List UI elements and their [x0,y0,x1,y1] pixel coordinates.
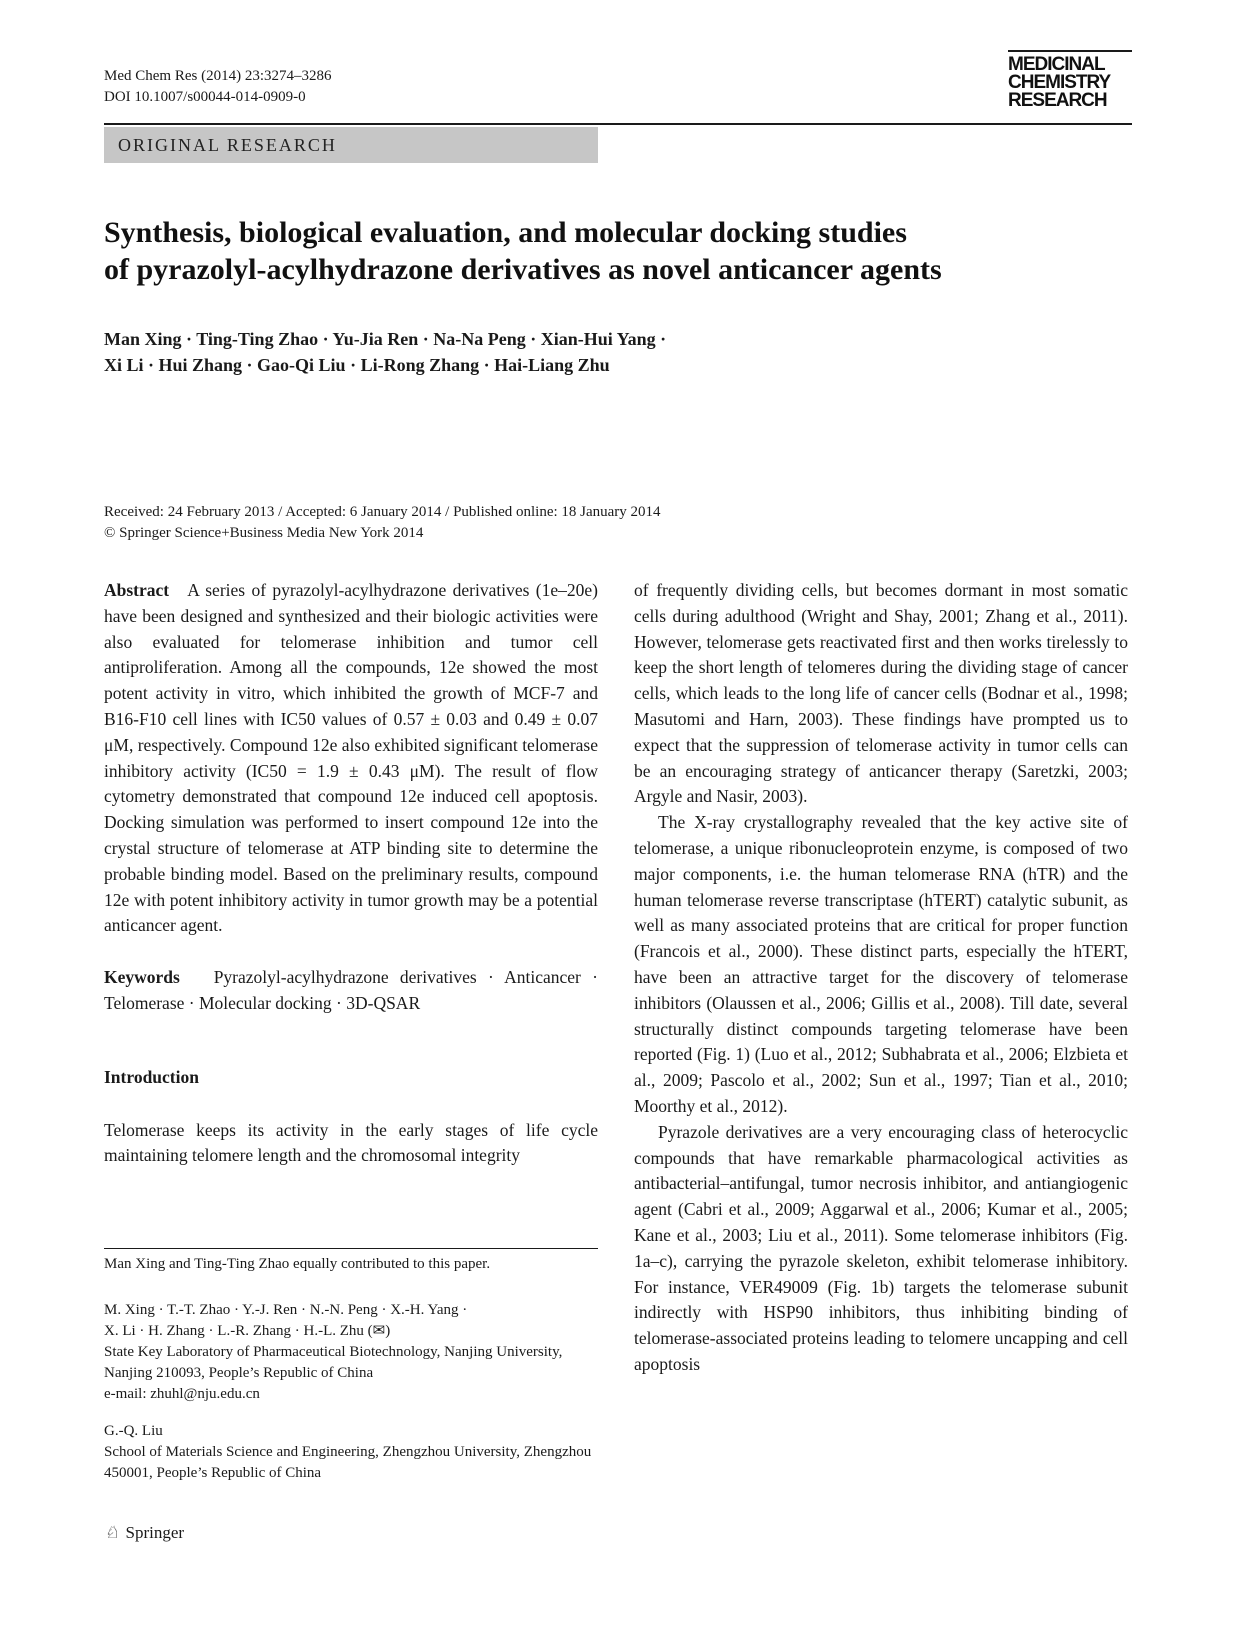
authors-line-2: Xi Li · Hui Zhang · Gao-Qi Liu · Li-Rong Zhang · Hai-Liang Zhu [104,355,610,375]
introduction-paragraph-3: Pyrazole derivatives are a very encouraging class of heterocyclic compounds that have remarkable pharmacological activities as antibacterial–antifungal, tumor necrosis inhibitor, and antiangiogenic agent (Cabri et al., 2009; Aggarwal et al., 2006; Kumar et al., 2005; Kane et al., 2003; Liu et al., 2011). Some telomerase inhibitors (Fig. 1a–c), carrying the pyrazole skeleton, exhibit telomerase inhibitory. For instance, VER49009 (Fig. 1b) targets the telomerase subunit indirectly with HSP90 inhibitors, thus inhibiting binding of telomerase-associated proteins leading to telomere uncapping and cell apoptosis [634,1121,1128,1374]
introduction-heading: Introduction [104,1066,199,1087]
journal-citation-block [104,66,331,108]
logo-line-3: RESEARCH [1008,90,1107,111]
keywords-label: Keywords [104,967,180,988]
publisher-footer [104,1522,184,1544]
affil1-email[interactable]: e-mail: zhuhl@nju.edu.cn [104,1386,260,1402]
logo-line-1: MEDICINAL [1008,54,1105,75]
authors-line-1: Man Xing · Ting-Ting Zhao · Yu-Jia Ren · Na-Na Peng · Xian-Hui Yang · [104,329,667,349]
left-column [104,578,598,1169]
equal-contribution-note: Man Xing and Ting-Ting Zhao equally contributed to this paper. [104,1256,491,1272]
section-label: ORIGINAL RESEARCH [104,127,598,163]
right-column [634,578,1128,1378]
affil1-institution: State Key Laboratory of Pharmaceutical Biotechnology, Nanjing University, Nanjing 210093, People’s Republic of China [104,1344,563,1381]
abstract-paragraph [104,578,598,939]
affil2-name: G.-Q. Liu [104,1423,163,1439]
keywords-text: Pyrazolyl-acylhydrazone derivatives · Anticancer · Telomerase · Molecular docking · 3D-QSAR [104,967,599,1013]
title-line-2: of pyrazolyl-acylhydrazone derivatives as novel anticancer agents [104,253,942,286]
abstract-text: A series of pyrazolyl-acylhydrazone derivatives (1e–20e) have been designed and synthesized and their biologic activities were also evaluated for telomerase inhibition and tumor cell antiproliferation. Among all the compounds, 12e showed the most potent activity in vitro, which inhibited the growth of MCF-7 and B16-F10 cell lines with IC50 values of 0.57 ± 0.03 and 0.49 ± 0.07 μM, respectively. Compound 12e also exhibited significant telomerase inhibitory activity (IC50 = 1.9 ± 0.43 μM). The result of flow cytometry demonstrated that compound 12e induced cell apoptosis. Docking simulation was performed to insert compound 12e into the crystal structure of telomerase at ATP binding site to determine the probable binding model. Based on the preliminary results, compound 12e with potent inhibitory activity in tumor growth may be a potential anticancer agent. [104,580,598,936]
dates-line: Received: 24 February 2013 / Accepted: 6 January 2014 / Published online: 18 January 2014 [104,504,661,520]
publisher-name: Springer [125,1523,185,1542]
introduction-paragraph-1: of frequently dividing cells, but becomes dormant in most somatic cells during adulthood (Wright and Shay, 2001; Zhang et al., 2011). However, telomerase gets reactivated first and then works tirelessly to keep the short length of telomeres during the dividing stage of cancer cells, which leads to the long life of cancer cells (Bodnar et al., 1998; Masutomi and Harn, 2003). These findings have prompted us to expect that the suppression of telomerase activity in tumor cells can be an encouraging strategy of anticancer therapy (Saretzki, 2003; Argyle and Nasir, 2003). [634,580,1128,807]
introduction-paragraph-2: The X-ray crystallography revealed that the key active site of telomerase, a unique ribonucleoprotein enzyme, is composed of two major components, i.e. the human telomerase RNA (hTR) and the human telomerase reverse transcriptase (hTERT) catalytic subunit, as well as many associated proteins that are critical for proper function (Francois et al., 2000). These distinct parts, especially the hTERT, have been an attractive target for the discovery of telomerase inhibitors (Olaussen et al., 2006; Gillis et al., 2008). Till date, several structurally distinct compounds targeting telomerase have been reported (Fig. 1) (Luo et al., 2012; Subhabrata et al., 2006; Elzbieta et al., 2009; Pascolo et al., 2002; Sun et al., 1997; Tian et al., 2010; Moorthy et al., 2012). [634,812,1128,1116]
publication-history [104,502,1134,544]
footnote-divider [104,1248,598,1249]
affiliations [104,1300,598,1484]
title-line-1: Synthesis, biological evaluation, and molecular docking studies [104,216,907,249]
keywords-paragraph [104,965,598,1017]
doi: DOI 10.1007/s00044-014-0909-0 [104,89,306,105]
copyright-line: © Springer Science+Business Media New York 2014 [104,525,424,541]
affil2-institution: School of Materials Science and Engineering, Zhengzhou University, Zhengzhou 450001, People’s Republic of China [104,1444,592,1481]
logo-line-2: CHEMISTRY [1008,72,1111,93]
header-divider [104,123,1132,125]
abstract-label: Abstract [104,580,170,600]
journal-citation: Med Chem Res (2014) 23:3274–3286 [104,68,332,84]
journal-logo [1008,50,1132,110]
logo-rule [1008,50,1132,52]
author-list [104,326,1134,378]
springer-horse-icon: ♘ [104,1523,120,1543]
introduction-left-text: Telomerase keeps its activity in the early stages of life cycle maintaining telomere length and the chromosomal integrity [104,1119,598,1166]
affil1-names-line-2: X. Li · H. Zhang · L.-R. Zhang · H.-L. Zhu (✉) [104,1323,391,1339]
affil1-names-line-1: M. Xing · T.-T. Zhao · Y.-J. Ren · N.-N. Peng · X.-H. Yang · [104,1302,468,1318]
article-title [104,214,1134,288]
